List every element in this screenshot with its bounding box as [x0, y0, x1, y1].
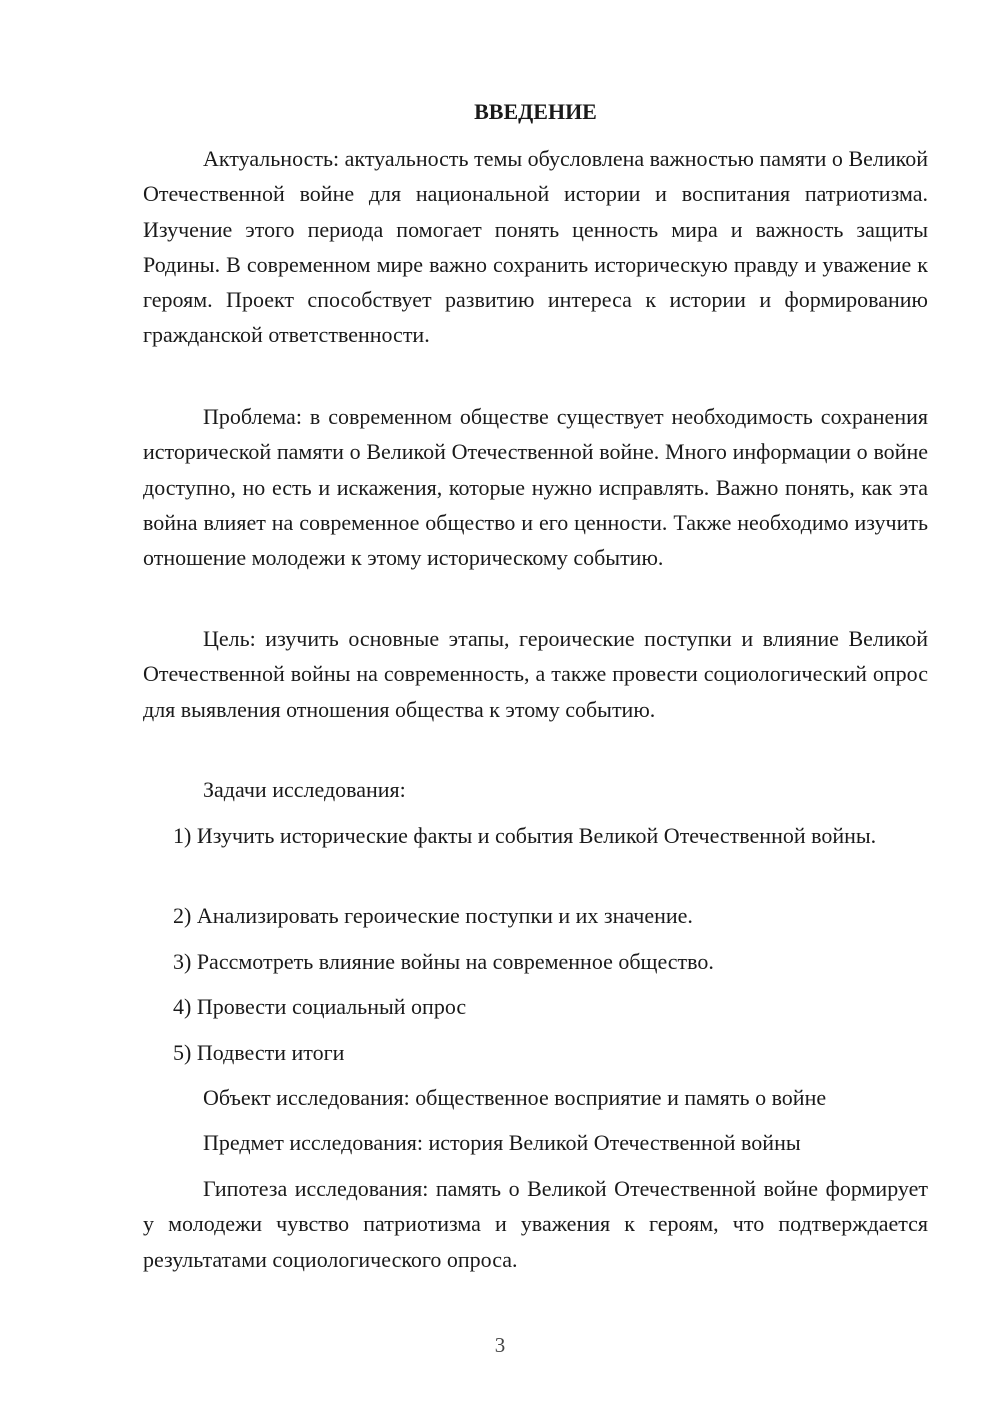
- problem-paragraph: Проблема: в современном обществе существует необходимость сохранения исторической памяти о Великой Отечественной войне. Много информации о войне доступно, но есть и искажения, которые нужно исправлять. Важно понять, как эта война влияет на современное общество и его ценности. Также необходимо изучить отношение молодежи к этому историческому событию.: [143, 404, 928, 571]
- subject-block: [143, 1125, 928, 1160]
- task-item-1: 1) Изучить исторические факты и события Великой Отечественной войны.: [173, 823, 877, 848]
- research-hypothesis: Гипотеза исследования: память о Великой Отечественной войне формирует у молодежи чувство патриотизма и уважения к героям, что подтверждается результатами социологического опроса.: [143, 1176, 928, 1272]
- task-4-block: [143, 989, 928, 1024]
- task-2-block: [143, 898, 928, 933]
- research-object: Объект исследования: общественное восприятие и память о войне: [203, 1085, 827, 1110]
- relevance-block: [143, 141, 928, 353]
- task-5-block: [143, 1035, 928, 1070]
- tasks-heading-block: [143, 772, 928, 807]
- goal-block: [143, 621, 928, 727]
- research-subject: Предмет исследования: история Великой Отечественной войны: [203, 1130, 801, 1155]
- relevance-paragraph: Актуальность: актуальность темы обусловлена важностью памяти о Великой Отечественной войне для национальной истории и воспитания патриотизма. Изучение этого периода помогает понять ценность мира и важность защиты Родины. В современном мире важно сохранить историческую правду и уважение к героям. Проект способствует развитию интереса к истории и формированию гражданской ответственности.: [143, 146, 928, 348]
- task-item-3: 3) Рассмотреть влияние войны на современное общество.: [173, 949, 714, 974]
- tasks-heading: Задачи исследования:: [203, 777, 406, 802]
- object-block: [143, 1080, 928, 1115]
- goal-paragraph: Цель: изучить основные этапы, героические поступки и влияние Великой Отечественной войны на современность, а также провести социологический опрос для выявления отношения общества к этому событию.: [143, 626, 928, 722]
- problem-block: [143, 399, 928, 575]
- page-title: ВВЕДЕНИЕ: [474, 99, 597, 124]
- hypothesis-block: [143, 1171, 928, 1277]
- task-item-2: 2) Анализировать героические поступки и их значение.: [173, 903, 693, 928]
- task-item-4: 4) Провести социальный опрос: [173, 994, 467, 1019]
- task-1-block: [143, 818, 928, 853]
- task-3-block: [143, 944, 928, 979]
- task-item-5: 5) Подвести итоги: [173, 1040, 345, 1065]
- page-number: 3: [494, 1333, 506, 1357]
